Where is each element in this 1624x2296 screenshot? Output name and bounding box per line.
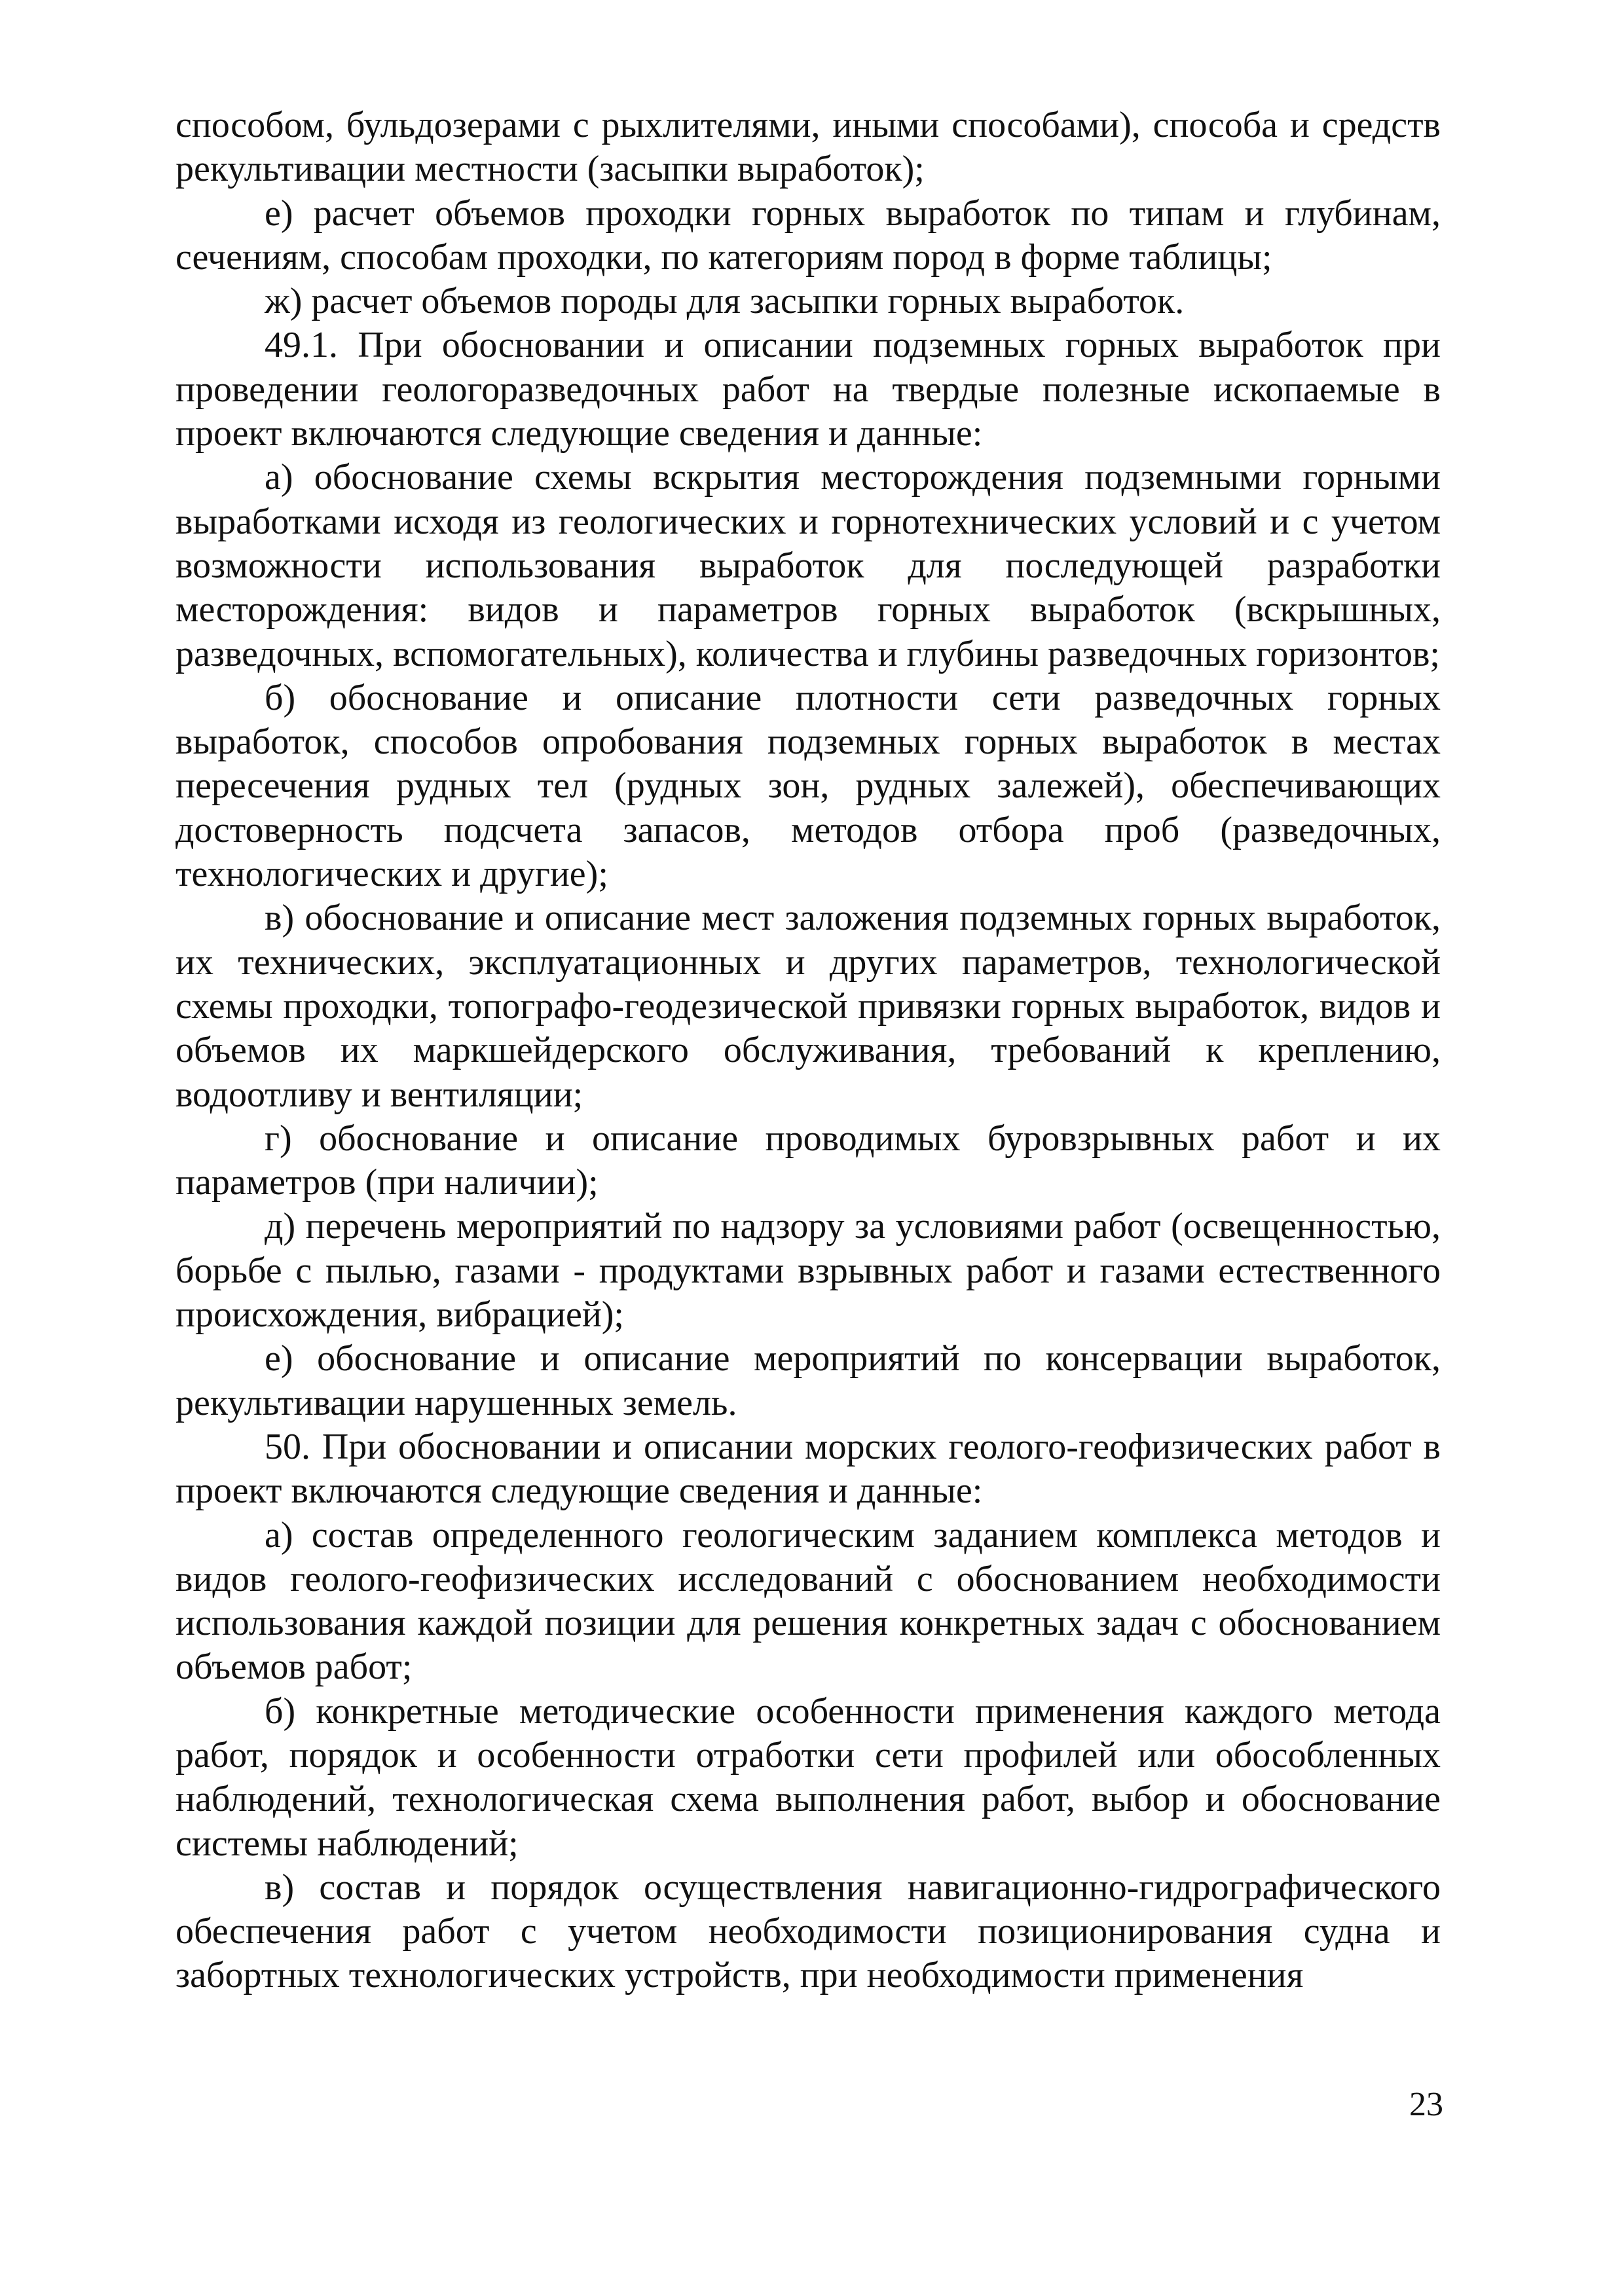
paragraph-item-b-method-specifics: б) конкретные методические особенности применения каждого метода работ, порядок и особенности отработки сети профилей или обособленных наблюдений, технологическая схема выполнения работ, выбор и обоснование системы наблюдений; xyxy=(175,1690,1441,1864)
page-number: 23 xyxy=(1409,2086,1443,2123)
paragraph-continuation: способом, бульдозерами с рыхлителями, иными способами), способа и средств рекультивации местности (засыпки выработок); xyxy=(175,105,1441,190)
paragraph-item-a-methods-set: а) состав определенного геологическим заданием комплекса методов и видов геолого-геофизических исследований с обоснованием необходимости использования каждой позиции для решения конкретных задач с обоснованием объемов работ; xyxy=(175,1514,1441,1688)
paragraph-section-49-1: 49.1. При обосновании и описании подземных горных выработок при проведении геологоразведочных работ на твердые полезные ископаемые в проект включаются следующие сведения и данные: xyxy=(175,325,1441,454)
paragraph-item-e-conservation: е) обоснование и описание мероприятий по консервации выработок, рекультивации нарушенных земель. xyxy=(175,1338,1441,1423)
paragraph-item-b-network-density: б) обоснование и описание плотности сети разведочных горных выработок, способов опробования подземных горных выработок в местах пересечения рудных тел (рудных зон, рудных залежей), обеспечивающих достоверность подсчета запасов, методов отбора проб (разведочных, технологических и другие); xyxy=(175,677,1441,895)
paragraph-item-g-blasting: г) обоснование и описание проводимых буровзрывных работ и их параметров (при наличии); xyxy=(175,1118,1441,1203)
body-text xyxy=(175,103,1441,1998)
paragraph-item-d-supervision: д) перечень мероприятий по надзору за условиями работ (освещенностью, борьбе с пылью, газами - продуктами взрывных работ и газами естественного происхождения, вибрацией); xyxy=(175,1206,1441,1336)
paragraph-item-v-workings-location: в) обоснование и описание мест заложения подземных горных выработок, их технических, эксплуатационных и других параметров, технологической схемы проходки, топографо-геодезической привязки горных выработок, видов и объемов их маркшейдерского обслуживания, требований к креплению, водоотливу и вентиляции; xyxy=(175,898,1441,1115)
paragraph-item-e-excavation-volumes: е) расчет объемов проходки горных выработок по типам и глубинам, сечениям, способам проходки, по категориям пород в форме таблицы; xyxy=(175,192,1441,278)
paragraph-section-50: 50. При обосновании и описании морских геолого-геофизических работ в проект включаются следующие сведения и данные: xyxy=(175,1426,1441,1512)
paragraph-item-v-navigation: в) состав и порядок осуществления навигационно-гидрографического обеспечения работ с учетом необходимости позиционирования судна и забортных технологических устройств, при необходимости применения xyxy=(175,1867,1441,1996)
paragraph-item-a-opening-scheme: а) обоснование схемы вскрытия месторождения подземными горными выработками исходя из геологических и горнотехнических условий и с учетом возможности использования выработок для последующей разработки месторождения: видов и параметров горных выработок (вскрышных, разведочных, вспомогательных), количества и глубины разведочных горизонтов; xyxy=(175,457,1441,674)
paragraph-item-zh-backfill-volumes: ж) расчет объемов породы для засыпки горных выработок. xyxy=(265,281,1185,322)
